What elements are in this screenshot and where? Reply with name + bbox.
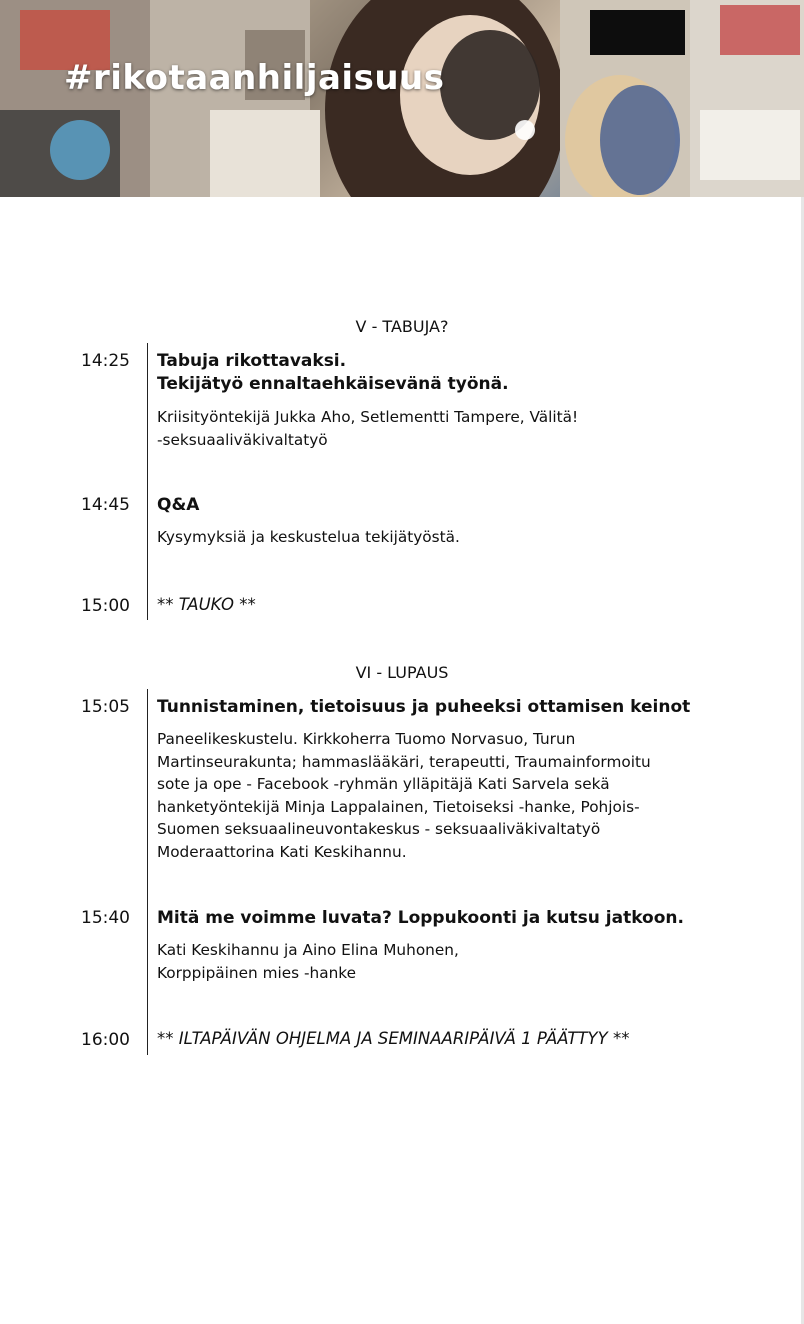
- item-description: Kysymyksiä ja keskustelua tekijätyöstä.: [157, 528, 460, 546]
- timeline-divider: [147, 343, 148, 620]
- section-title-tabuja: V - TABUJA?: [355, 317, 449, 336]
- item-title: Mitä me voimme luvata? Loppukoonti ja kutsu jatkoon.: [157, 908, 684, 928]
- section-title-lupaus: VI - LUPAUS: [355, 663, 449, 682]
- item-description: Kati Keskihannu ja Aino Elina Muhonen, Korppipäinen mies -hanke: [157, 941, 459, 982]
- time-label: 15:00: [81, 596, 130, 616]
- header-banner: [0, 0, 804, 197]
- time-label: 14:25: [81, 351, 130, 371]
- end-label: ** ILTAPÄIVÄN OHJELMA JA SEMINAARIPÄIVÄ 1 PÄÄTTYY **: [157, 1029, 630, 1048]
- item-title: Q&A: [157, 495, 200, 515]
- item-title: Tabuja rikottavaksi. Tekijätyö ennaltaehkäisevänä työnä.: [157, 351, 509, 394]
- item-description: Kriisityöntekijä Jukka Aho, Setlementti Tampere, Välitä! -seksuaaliväkivaltatyö: [157, 408, 579, 449]
- time-label: 16:00: [81, 1030, 130, 1050]
- time-label: 14:45: [81, 495, 130, 515]
- collage-image: [0, 0, 804, 197]
- item-description: Paneelikeskustelu. Kirkkoherra Tuomo Norvasuo, Turun Martinseurakunta; hammaslääkäri, terapeutti, Traumainformoitu sote ja ope - Facebook -ryhmän ylläpitäjä Kati Sarvela sekä hanketyöntekijä Minja Lappalainen, Tietoiseksi -hanke, Pohjois- Suomen seksuaalineuvontakeskus - seksuaaliväkivaltatyö Moderaattorina Kati Keskihannu.: [157, 730, 651, 861]
- timeline-divider: [147, 689, 148, 1055]
- time-label: 15:05: [81, 697, 130, 717]
- item-title: Tunnistaminen, tietoisuus ja puheeksi ottamisen keinot: [157, 697, 691, 717]
- hashtag-title: #rikotaanhiljaisuus: [64, 58, 445, 98]
- time-label: 15:40: [81, 908, 130, 928]
- break-label: ** TAUKO **: [157, 595, 256, 614]
